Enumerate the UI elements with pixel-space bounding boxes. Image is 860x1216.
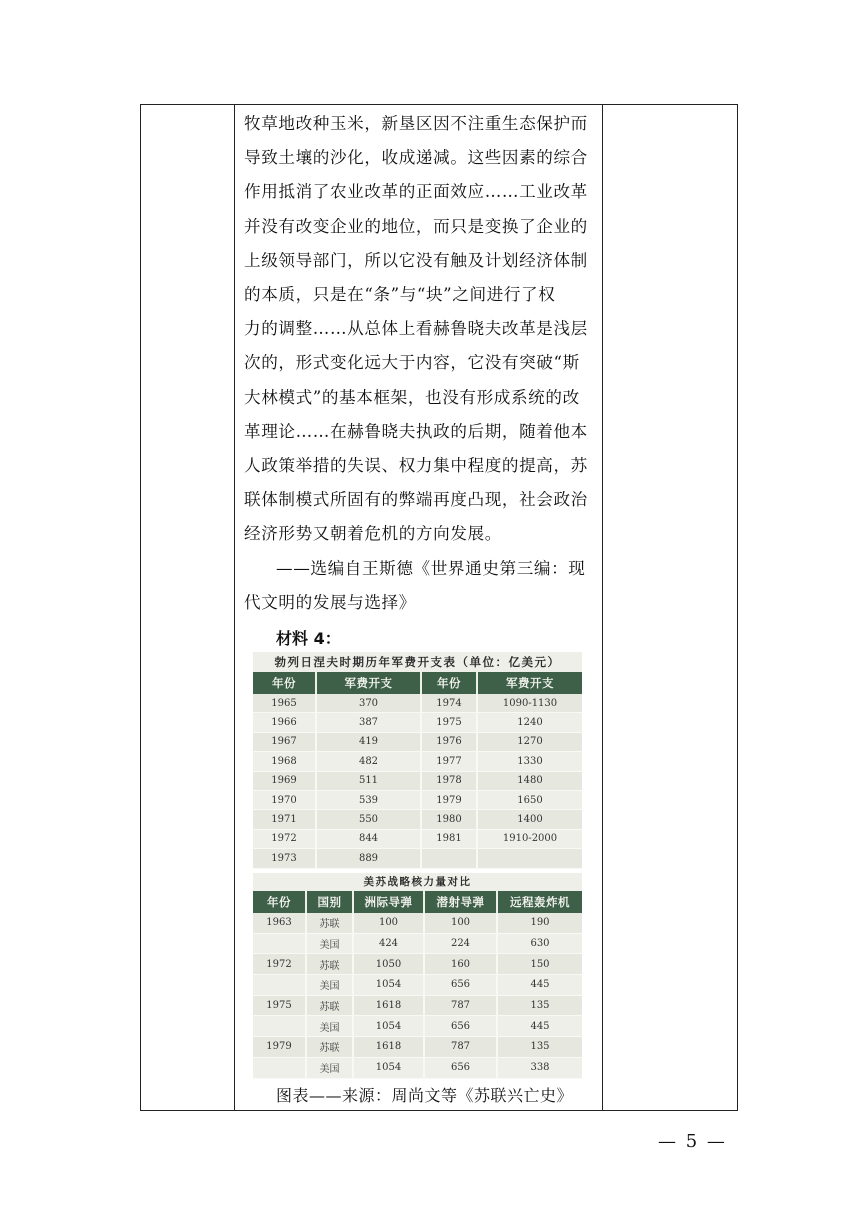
- table-row: [253, 1037, 582, 1058]
- table-row: [253, 849, 582, 868]
- table-cell: 1480: [478, 772, 582, 791]
- paragraph-line: 大林模式”的基本框架，也没有形成系统的改: [244, 387, 580, 407]
- table-cell: 135: [498, 996, 582, 1017]
- paragraph-line: 并没有改变企业的地位，而只是变换了企业的: [244, 216, 588, 236]
- table-cell: 1971: [253, 810, 317, 829]
- table-cell: 苏联: [307, 954, 354, 975]
- table-cell: 1972: [253, 830, 317, 849]
- paragraph-line: 上级领导部门，所以它没有触及计划经济体制: [244, 250, 588, 270]
- table-cell: 1977: [422, 752, 478, 771]
- table-cell: 656: [425, 1016, 498, 1037]
- table-row: [253, 1016, 582, 1037]
- table-cell: 1975: [422, 713, 478, 732]
- column-header: 潜射导弹: [425, 891, 498, 913]
- table-row: [253, 733, 582, 752]
- table-cell: [253, 1058, 307, 1079]
- table-cell: 1650: [478, 791, 582, 810]
- paragraph-line: 导致土壤的沙化，收成递减。这些因素的综合: [244, 148, 588, 168]
- table-cell: 889: [317, 849, 422, 868]
- table-cell: [253, 975, 307, 996]
- paragraph-line: 经济形势又朝着危机的方向发展。: [244, 524, 502, 544]
- table-title: 勃列日涅夫时期历年军费开支表（单位：亿美元）: [274, 655, 561, 669]
- table-cell: 539: [317, 791, 422, 810]
- paragraph-line: 联体制模式所固有的弊端再度凸现，社会政治: [244, 490, 588, 510]
- table-cell: 482: [317, 752, 422, 771]
- table-cell: 656: [425, 975, 498, 996]
- source-citation: [244, 552, 592, 620]
- table-cell: 370: [317, 694, 422, 713]
- table-cell: 1054: [354, 1016, 425, 1037]
- table-cell: 1050: [354, 954, 425, 975]
- paragraph-line: 革理论……在赫鲁晓夫执政的后期，随着他本: [244, 421, 588, 441]
- table-cell: [478, 849, 582, 868]
- table-cell: 1966: [253, 713, 317, 732]
- column-header: 远程轰炸机: [498, 891, 582, 913]
- table-cell: 787: [425, 996, 498, 1017]
- table-row: [253, 713, 582, 732]
- table-cell: 100: [425, 913, 498, 934]
- material-paragraph: [244, 107, 592, 552]
- table-cell: 1270: [478, 733, 582, 752]
- table-cell: 1965: [253, 694, 317, 713]
- table-cell: 190: [498, 913, 582, 934]
- paragraph-line: 作用抵消了农业改革的正面效应……工业改革: [244, 182, 588, 202]
- table-cell: 美国: [307, 1058, 354, 1079]
- table-cell: 511: [317, 772, 422, 791]
- table-cell: 1969: [253, 772, 317, 791]
- table-cell: 224: [425, 934, 498, 955]
- table-row: [253, 1058, 582, 1079]
- table-cell: 1979: [422, 791, 478, 810]
- table-cell: 387: [317, 713, 422, 732]
- column-divider-left: [234, 105, 235, 1110]
- table-cell: 美国: [307, 975, 354, 996]
- table-row: [253, 913, 582, 934]
- table-cell: 1980: [422, 810, 478, 829]
- column-header: 军费开支: [478, 672, 582, 694]
- table-row: [253, 954, 582, 975]
- table-cell: 338: [498, 1058, 582, 1079]
- paragraph-line: 人政策举措的失误、权力集中程度的提高，苏: [244, 456, 588, 476]
- table-cell: 787: [425, 1037, 498, 1058]
- table-cell: 1963: [253, 913, 307, 934]
- nuclear-table-grid: [253, 891, 582, 1079]
- table-cell: 424: [354, 934, 425, 955]
- table-cell: 1970: [253, 791, 317, 810]
- table-row: [253, 934, 582, 955]
- table-cell: 135: [498, 1037, 582, 1058]
- table-cell: 419: [317, 733, 422, 752]
- table-title: 美苏战略核力量对比: [363, 876, 472, 888]
- page-number: — 5 —: [658, 1131, 727, 1152]
- table-row: [253, 810, 582, 829]
- table-cell: 1976: [422, 733, 478, 752]
- table-cell: 1400: [478, 810, 582, 829]
- paragraph-line: 力的调整……从总体上看赫鲁晓夫改革是浅层: [244, 319, 588, 339]
- table-cell: 1981: [422, 830, 478, 849]
- table-cell: 1910-2000: [478, 830, 582, 849]
- table-cell: 1054: [354, 975, 425, 996]
- material-label: 材料 4：: [276, 629, 341, 649]
- table-cell: 1967: [253, 733, 317, 752]
- column-header: 国别: [307, 891, 354, 913]
- table-cell: 1974: [422, 694, 478, 713]
- table-cell: 1973: [253, 849, 317, 868]
- table-cell: 160: [425, 954, 498, 975]
- table-cell: 1618: [354, 996, 425, 1017]
- table-row: [253, 996, 582, 1017]
- table-cell: 100: [354, 913, 425, 934]
- table-cell: 1054: [354, 1058, 425, 1079]
- table-row: [253, 830, 582, 849]
- source-line: ——选编自王斯德《世界通史第三编：现: [276, 558, 586, 578]
- source-line: 代文明的发展与选择》: [244, 592, 416, 612]
- table-cell: 1618: [354, 1037, 425, 1058]
- column-header: 洲际导弹: [354, 891, 425, 913]
- paragraph-line: 次的，形式变化远大于内容，它没有突破“斯: [244, 353, 580, 373]
- chart-source-caption: 图表——来源：周尚文等《苏联兴亡史》: [276, 1086, 574, 1105]
- table-cell: 1972: [253, 954, 307, 975]
- table-cell: 1240: [478, 713, 582, 732]
- material-text-cell: [244, 107, 592, 652]
- table-cell: 苏联: [307, 913, 354, 934]
- column-divider-right: [602, 105, 603, 1110]
- table-row: [253, 694, 582, 713]
- table-cell: 844: [317, 830, 422, 849]
- table-cell: 1975: [253, 996, 307, 1017]
- table-cell: 1979: [253, 1037, 307, 1058]
- table-cell: 656: [425, 1058, 498, 1079]
- table-cell: 550: [317, 810, 422, 829]
- paragraph-line: 的本质，只是在“条”与“块”之间进行了权: [244, 285, 556, 305]
- table-cell: 苏联: [307, 1037, 354, 1058]
- military-spending-table: [253, 652, 582, 866]
- table-cell: 苏联: [307, 996, 354, 1017]
- column-header: 年份: [253, 672, 317, 694]
- table-cell: 630: [498, 934, 582, 955]
- table-cell: 445: [498, 975, 582, 996]
- table-cell: [422, 849, 478, 868]
- spending-table-grid: [253, 672, 582, 869]
- table-row: [253, 791, 582, 810]
- table-cell: 150: [498, 954, 582, 975]
- nuclear-forces-table: [253, 873, 582, 1076]
- table-cell: 1090-1130: [478, 694, 582, 713]
- column-header: 年份: [253, 891, 307, 913]
- table-row: [253, 975, 582, 996]
- table-row: [253, 752, 582, 771]
- table-cell: 1330: [478, 752, 582, 771]
- table-row: [253, 772, 582, 791]
- table-cell: 1978: [422, 772, 478, 791]
- paragraph-line: 牧草地改种玉米，新垦区因不注重生态保护而: [244, 114, 588, 133]
- table-cell: [253, 934, 307, 955]
- column-header: 年份: [422, 672, 478, 694]
- table-cell: 445: [498, 1016, 582, 1037]
- table-cell: 美国: [307, 934, 354, 955]
- column-header: 军费开支: [317, 672, 422, 694]
- table-cell: 美国: [307, 1016, 354, 1037]
- table-cell: [253, 1016, 307, 1037]
- table-cell: 1968: [253, 752, 317, 771]
